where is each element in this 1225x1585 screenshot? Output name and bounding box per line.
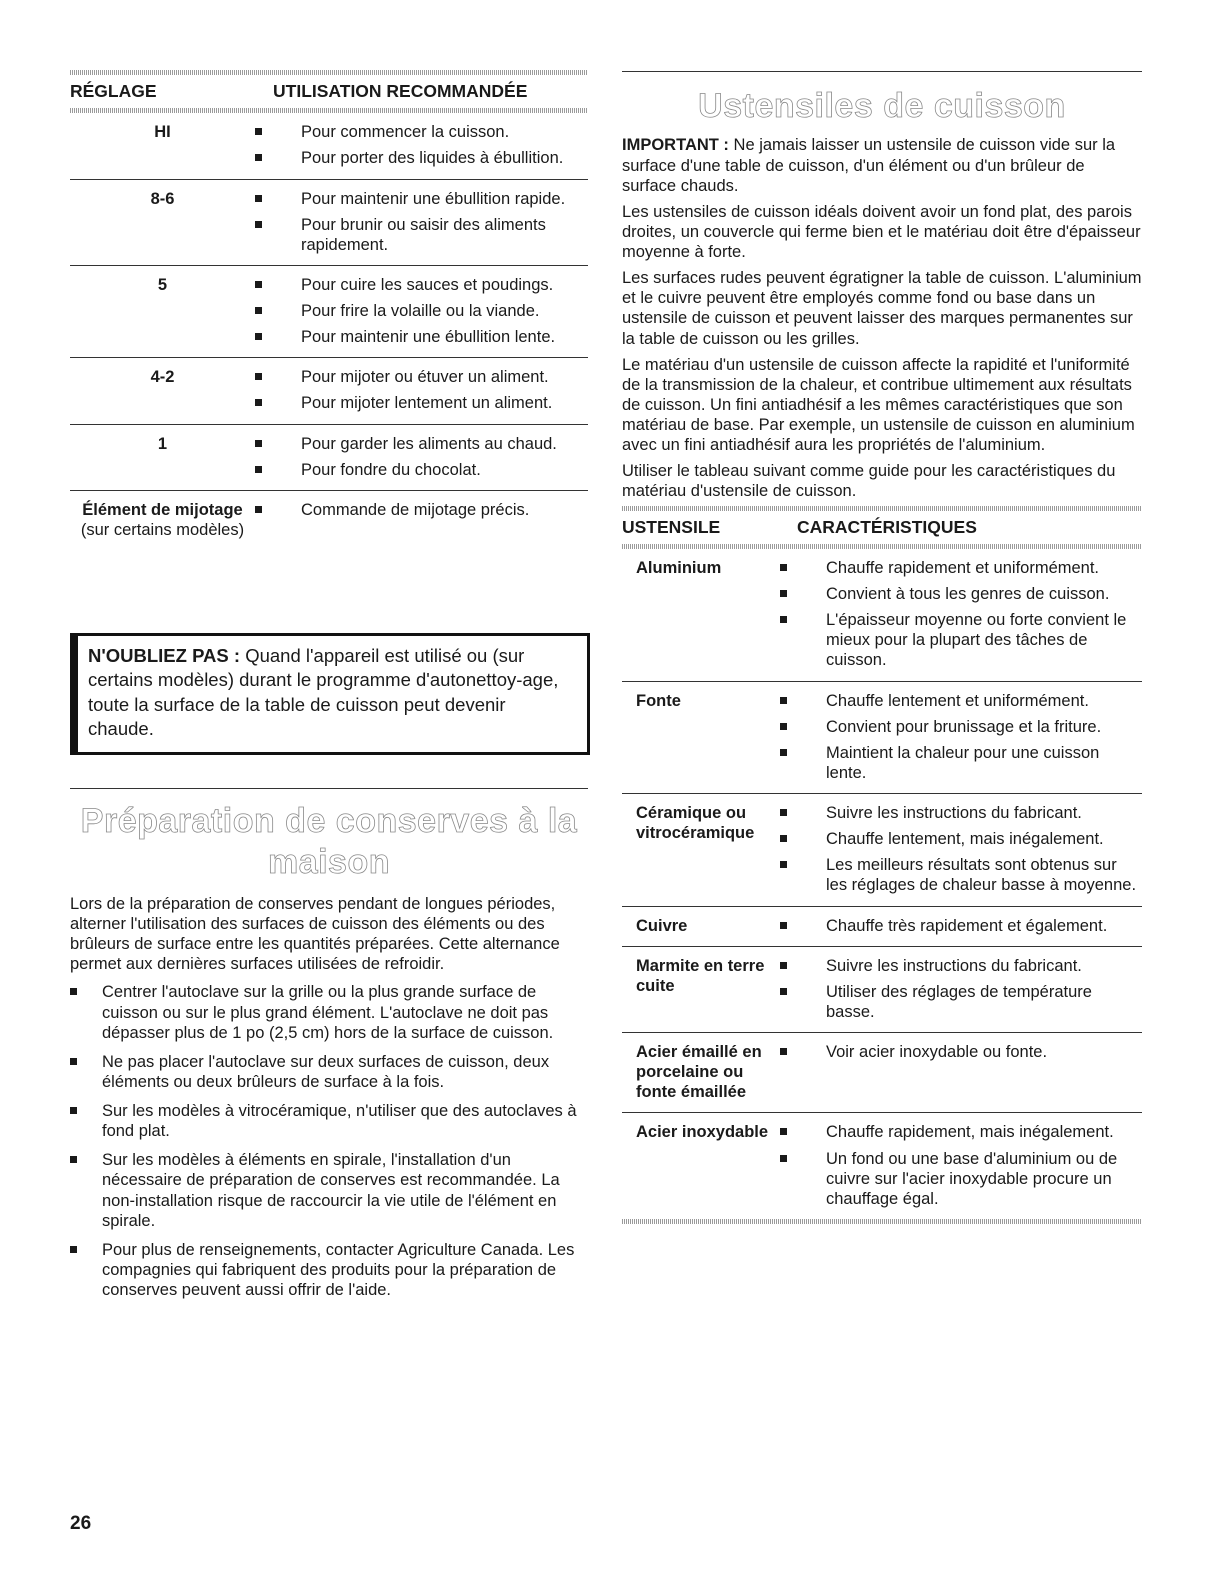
setting-value: 4-2 [150, 368, 175, 387]
setting-uses [255, 367, 588, 413]
cookware-row [622, 947, 1142, 1033]
canning-top-rule [70, 788, 588, 789]
cookware-traits [780, 803, 1142, 896]
setting-value: 8-6 [150, 189, 175, 208]
setting-value: Élément de mijotage [82, 500, 243, 519]
settings-row [70, 491, 588, 550]
cookware-material: Acier inoxydable [636, 1123, 769, 1142]
cookware-row [622, 682, 1142, 795]
canning-list [70, 982, 588, 1300]
list-item: Sur les modèles à vitrocéramique, n'utiliser que des autoclaves à fond plat. [70, 1101, 588, 1141]
list-item: Suivre les instructions du fabricant. [780, 956, 1142, 976]
cookware-row [622, 907, 1142, 947]
canning-section [70, 788, 588, 1309]
list-item: Pour frire la volaille ou la viande. [255, 301, 588, 321]
setting-note: (sur certains modèles) [80, 520, 245, 539]
setting-uses [255, 500, 588, 520]
important-label: IMPORTANT : [622, 136, 729, 155]
list-item: Convient à tous les genres de cuisson. [780, 584, 1142, 604]
header-caracteristiques: CARACTÉRISTIQUES [797, 516, 977, 537]
header-ustensile: USTENSILE [622, 516, 721, 537]
cookware-material: Céramique ou vitrocéramique [636, 804, 755, 843]
settings-row [70, 358, 588, 424]
important-paragraph [622, 135, 1142, 195]
cookware-column [622, 0, 1142, 1224]
list-item: Pour brunir ou saisir des aliments rapidement. [255, 215, 588, 255]
list-item: Pour cuire les sauces et poudings. [255, 275, 588, 295]
cookware-traits [780, 956, 1142, 1022]
list-item: Chauffe lentement, mais inégalement. [780, 829, 1142, 849]
list-item: Sur les modèles à éléments en spirale, l'installation d'un nécessaire de préparation de conserves est recommandée. La non-installation risque de raccourcir la vie utile de l'élément en spirale. [70, 1150, 588, 1231]
canning-title: Préparation de conserves à la maison [80, 802, 578, 882]
list-item: Pour plus de renseignements, contacter Agriculture Canada. Les compagnies qui fabriquent des produits pour la préparation de conserves peuvent aussi offrir de l'aide. [70, 1240, 588, 1300]
cookware-table-body [622, 549, 1142, 1219]
settings-row [70, 113, 588, 179]
list-item: Pour maintenir une ébullition rapide. [255, 189, 588, 209]
reminder-box [70, 633, 590, 755]
list-item: Chauffe lentement et uniformément. [780, 691, 1142, 711]
reminder-label: N'OUBLIEZ PAS : [88, 645, 241, 666]
list-item: Un fond ou une base d'aluminium ou de cuivre sur l'acier inoxydable procure un chauffage égal. [780, 1149, 1142, 1209]
list-item: Pour maintenir une ébullition lente. [255, 327, 588, 347]
cookware-top-rule [622, 71, 1142, 72]
list-item: L'épaisseur moyenne ou forte convient le mieux pour la plupart des tâches de cuisson. [780, 610, 1142, 670]
settings-row [70, 425, 588, 491]
list-item: Pour porter des liquides à ébullition. [255, 148, 588, 168]
cookware-material: Aluminium [636, 558, 722, 577]
reminder-text: Quand l'appareil est utilisé ou (sur certains modèles) durant le programme d'autonettoy-age, toute la surface de la table de cuisson peut devenir chaude. [88, 645, 559, 740]
cookware-row [622, 794, 1142, 907]
setting-value: 5 [157, 275, 168, 294]
list-item: Ne pas placer l'autoclave sur deux surfaces de cuisson, deux éléments ou deux brûleurs de surface à la fois. [70, 1052, 588, 1092]
list-item: Suivre les instructions du fabricant. [780, 803, 1142, 823]
cookware-paragraph: Le matériau d'un ustensile de cuisson affecte la rapidité et l'uniformité de la transmission de la chaleur, et contribue ultimement aux résultats de cuisson. Un fini antiadhésif a les mêmes caractéristiques que son matériau de base. Par exemple, un ustensile de cuisson en aluminium avec un fini antiadhésif aura les propriétés de l'aluminium. [622, 355, 1135, 455]
list-item: Chauffe rapidement et uniformément. [780, 558, 1142, 578]
settings-table-header [70, 75, 588, 108]
important-text: Ne jamais laisser un ustensile de cuisson vide sur la surface d'une table de cuisson, d'un élément ou d'un brûleur de surface chauds. [622, 136, 1116, 195]
cookware-material: Fonte [636, 691, 681, 710]
settings-row [70, 266, 588, 358]
setting-uses [255, 189, 588, 255]
setting-uses [255, 434, 588, 480]
list-item: Chauffe rapidement, mais inégalement. [780, 1122, 1142, 1142]
list-item: Pour commencer la cuisson. [255, 122, 588, 142]
cookware-table-bottom-rule [622, 1219, 1142, 1224]
cookware-row [622, 1033, 1142, 1113]
cookware-paragraph: Les ustensiles de cuisson idéals doivent avoir un fond plat, des parois droites, un couvercle qui ferme bien et le matériau doit être d'épaisseur moyenne à forte. [622, 202, 1141, 262]
header-reglage: RÉGLAGE [70, 81, 157, 101]
list-item: Pour mijoter ou étuver un aliment. [255, 367, 588, 387]
list-item: Commande de mijotage précis. [255, 500, 588, 520]
settings-row [70, 180, 588, 266]
cookware-row [622, 1113, 1142, 1219]
list-item: Pour garder les aliments au chaud. [255, 434, 588, 454]
setting-value: HI [154, 123, 171, 142]
cookware-traits [780, 1042, 1142, 1062]
cookware-table-header [622, 511, 1142, 544]
header-utilisation: UTILISATION RECOMMANDÉE [273, 81, 528, 101]
setting-value: 1 [157, 434, 168, 453]
list-item: Chauffe très rapidement et également. [780, 916, 1142, 936]
cookware-traits [780, 691, 1142, 784]
list-item: Maintient la chaleur pour une cuisson lente. [780, 743, 1142, 783]
cookware-traits [780, 558, 1142, 671]
list-item: Voir acier inoxydable ou fonte. [780, 1042, 1142, 1062]
cookware-title: Ustensiles de cuisson [698, 87, 1066, 125]
settings-column [70, 70, 588, 550]
canning-intro: Lors de la préparation de conserves pendant de longues périodes, alterner l'utilisation des surfaces de cuisson des éléments ou des brûleurs de surface entre les quantités préparées. Cette alternance permet aux dernières surfaces utilisées de refroidir. [70, 894, 560, 974]
setting-level [70, 367, 255, 413]
list-item: Centrer l'autoclave sur la grille ou la plus grande surface de cuisson ou sur le plus grand élément. L'autoclave ne doit pas dépasser plus de 1 po (2,5 cm) hors de la surface de cuisson. [70, 982, 588, 1042]
page-number: 26 [70, 1513, 92, 1534]
list-item: Pour fondre du chocolat. [255, 460, 588, 480]
setting-level [70, 434, 255, 480]
list-item: Pour mijoter lentement un aliment. [255, 393, 588, 413]
cookware-material: Cuivre [636, 916, 688, 935]
settings-table-body [70, 113, 588, 550]
setting-level [70, 275, 255, 347]
setting-level [70, 189, 255, 255]
setting-level [70, 122, 255, 168]
cookware-material: Marmite en terre cuite [636, 956, 765, 995]
cookware-paragraph: Utiliser le tableau suivant comme guide pour les caractéristiques du matériau d'ustensile de cuisson. [622, 462, 1116, 501]
setting-uses [255, 275, 588, 347]
setting-level [70, 500, 255, 540]
cookware-row [622, 549, 1142, 682]
cookware-traits [780, 1122, 1142, 1209]
list-item: Les meilleurs résultats sont obtenus sur les réglages de chaleur basse à moyenne. [780, 855, 1142, 895]
cookware-paragraph: Les surfaces rudes peuvent égratigner la table de cuisson. L'aluminium et le cuivre peuvent être employés comme fond ou base dans un ustensile de cuisson et peuvent laisser des marques permanentes sur la table de cuisson ou les grilles. [622, 269, 1142, 348]
list-item: Utiliser des réglages de température basse. [780, 982, 1142, 1022]
list-item: Convient pour brunissage et la friture. [780, 717, 1142, 737]
setting-uses [255, 122, 588, 168]
cookware-material: Acier émaillé en porcelaine ou fonte émaillée [636, 1043, 762, 1102]
cookware-traits [780, 916, 1142, 936]
